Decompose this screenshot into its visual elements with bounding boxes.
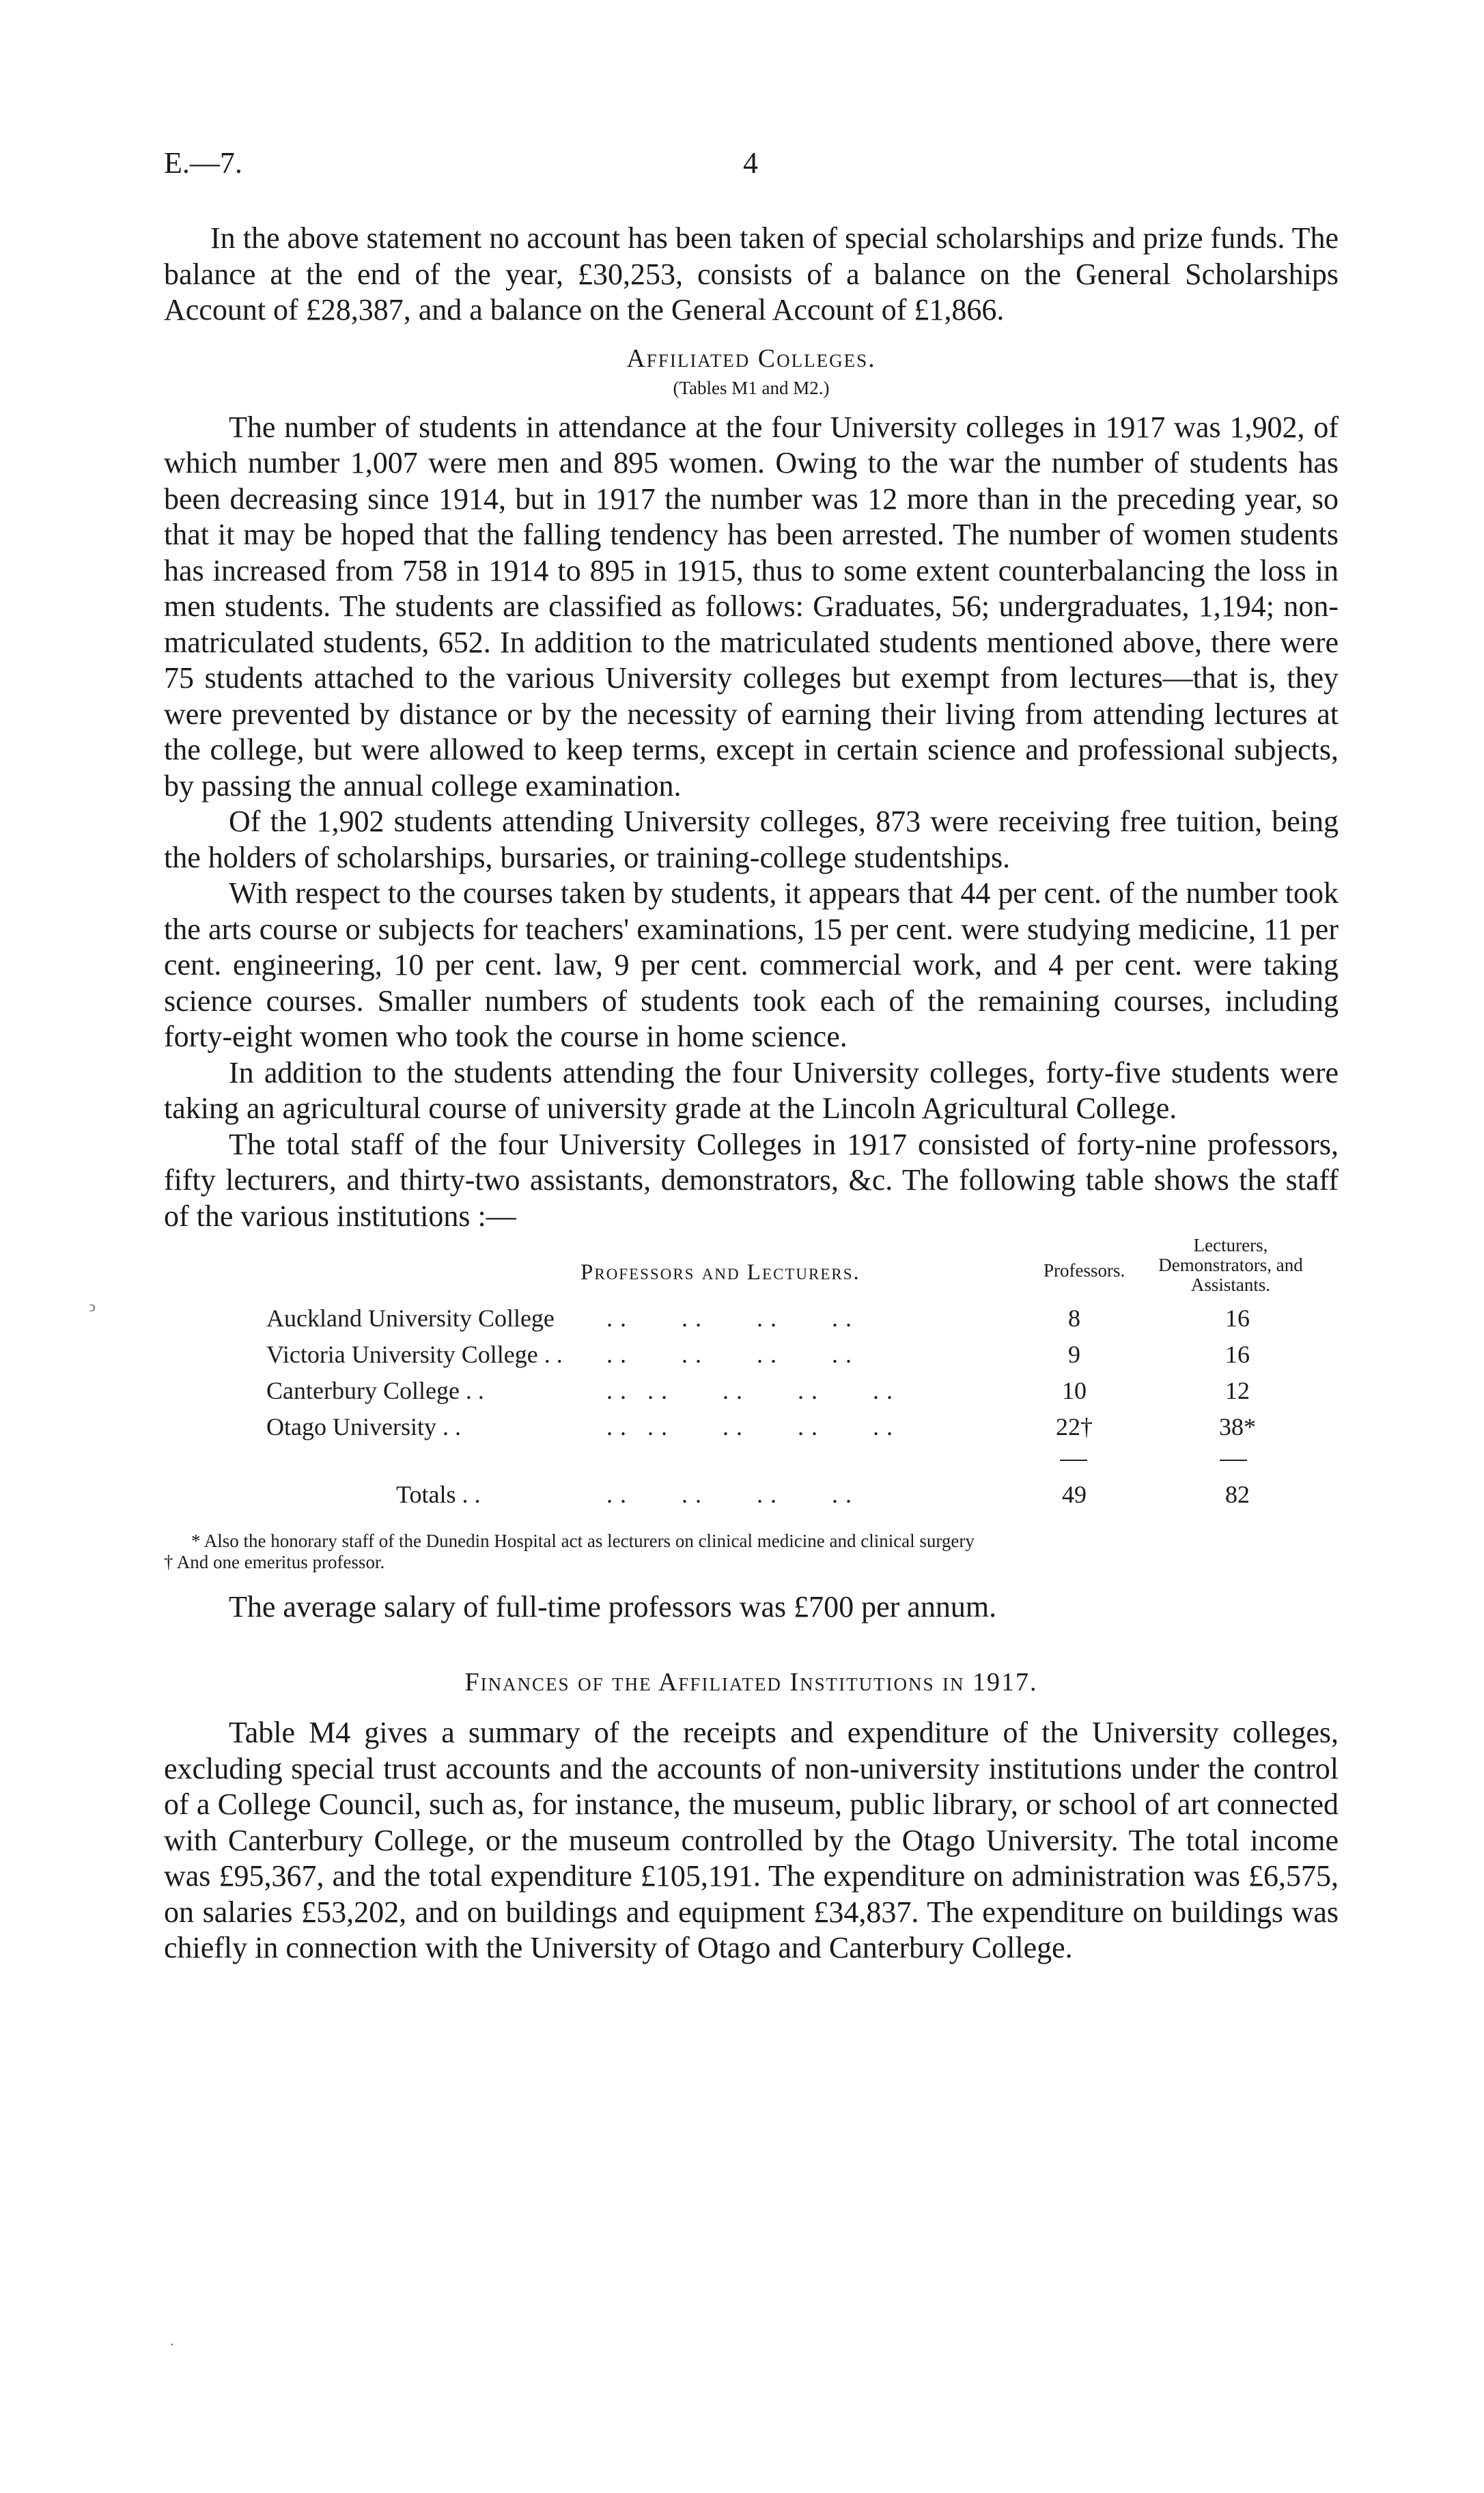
section-heading-finances: Finances of the Affiliated Institutions in 1917. (464, 1668, 1038, 1697)
paragraph-agricultural: In addition to the students attending the four University colleges, forty-five students were taking an agricultural course of university grade at the Lincoln Agricultural College. (164, 1055, 1339, 1125)
totals-label: Totals . . (396, 1481, 481, 1508)
table-row (266, 1304, 1325, 1339)
page-number: 4 (743, 146, 758, 180)
professors-count: 9 (1068, 1341, 1080, 1368)
institution-name: Victoria University College . . (266, 1341, 563, 1368)
sum-rule-professors (1060, 1460, 1087, 1461)
lecturers-count: 16 (1225, 1341, 1250, 1368)
staff-table (164, 1235, 1339, 1572)
professors-count: 10 (1062, 1377, 1087, 1404)
leader-dots: . . . . . . . . (606, 1305, 852, 1332)
section-subheading-tables: (Tables M1 and M2.) (673, 377, 830, 398)
paragraph-free-tuition: Of the 1,902 students attending University colleges, 873 were receiving free tuition, being the holders of scholarships, bursaries, or training-college studentships. (164, 805, 1339, 874)
paragraph-balance: In the above statement no account has been taken of special scholarships and prize funds. The balance at the end of the year, £30,253, consists of a balance on the General Scholarships Account of £28,387, and a balance on the General Account of £1,866. (164, 221, 1339, 326)
institution-name: Otago University . . (266, 1413, 461, 1440)
institution-name: Canterbury College . . (266, 1377, 484, 1404)
margin-mark: · (169, 2336, 175, 2353)
lecturers-total: 82 (1225, 1481, 1250, 1508)
institution-name: Auckland University College (266, 1305, 555, 1332)
leader-dots: . . . . . . . . (606, 1341, 852, 1368)
page-content (164, 221, 1339, 1966)
footnote-dagger: † And one emeritus professor. (164, 1552, 385, 1572)
paragraph-staff: The total staff of the four University Colleges in 1917 consisted of forty-nine professors, fifty lecturers, and thirty-two assistants, demonstrators, &c. The following table shows the staff of the various institutions :— (164, 1127, 1339, 1233)
paragraph-finances: Table M4 gives a summary of the receipts and expenditure of the University colleges, excluding special trust accounts and the accounts of non-university institutions under the control of a College Council, such as, for instance, the museum, public library, or school of art connected with Canterbury College, or the museum controlled by the Otago University. The total income was £95,367, and the total expenditure £105,191. The expenditure on administration was £6,575, on salaries £53,202, and on buildings and equipment £34,837. The expenditure on buildings was chiefly in connection with the University of Otago and Canterbury College. (164, 1716, 1339, 1964)
professors-count: 8 (1068, 1305, 1080, 1332)
margin-mark: ↄ (89, 1298, 96, 1315)
leader-dots: . . . . . . . . . . (606, 1377, 893, 1404)
professors-count: 22† (1056, 1413, 1093, 1440)
paragraph-student-numbers: The number of students in attendance at the four University colleges in 1917 was 1,902, of which number 1,007 were men and 895 women. Owing to the war the number of students has been decreasing since 1914, but in 1917 the number was 12 more than in the preceding year, so that it may be hoped that the falling tendency has been arrested. The number of women students has increased from 758 in 1914 to 895 in 1915, thus to some extent counterbalancing the loss in men students. The students are classified as follows: Graduates, 56; undergraduates, 1,194; non-matriculated students, 652. In addition to the matriculated students mentioned above, there were 75 students attached to the various University colleges but exempt from lectures—that is, they were prevented by distance or by the necessity of earning their living from attending lectures at the college, but were allowed to keep terms, except in certain science and professional subjects, by passing the annual college examination. (164, 410, 1339, 803)
table-footnotes (164, 1531, 1339, 1573)
footnote-asterisk: * Also the honorary staff of the Dunedin Hospital act as lecturers on clinical medicine and clinical surgery (191, 1531, 975, 1551)
staff-table-title: Professors and Lecturers. (580, 1260, 860, 1285)
paragraph-courses: With respect to the courses taken by students, it appears that 44 per cent. of the number took the arts course or subjects for teachers' examinations, 15 per cent. were studying medicine, 11 per cent. engineering, 10 per cent. law, 9 per cent. commercial work, and 4 per cent. were taking science courses. Smaller numbers of students took each of the remaining courses, including forty-eight women who took the course in home science. (164, 876, 1339, 1053)
lecturers-count: 16 (1225, 1305, 1250, 1332)
professors-total: 49 (1062, 1481, 1087, 1508)
column-header-lecturers: Lecturers, Demonstrators, and Assistants. (1158, 1235, 1303, 1295)
page-header (164, 145, 1339, 186)
table-totals-row (266, 1480, 1325, 1516)
leader-dots: . . . . . . . . (606, 1481, 852, 1508)
leader-dots: . . . . . . . . . . (606, 1413, 893, 1440)
paragraph-average-salary: The average salary of full-time professors was £700 per annum. (229, 1590, 997, 1624)
sum-rule-lecturers (1220, 1460, 1247, 1461)
table-row (266, 1340, 1325, 1376)
section-heading-affiliated-colleges: Affiliated Colleges. (626, 344, 876, 373)
table-row (266, 1412, 1325, 1448)
lecturers-count: 12 (1225, 1377, 1250, 1404)
column-header-professors: Professors. (1044, 1260, 1125, 1281)
table-row (266, 1376, 1325, 1412)
report-code: E.—7. (164, 146, 242, 180)
lecturers-count: 38* (1219, 1413, 1256, 1440)
